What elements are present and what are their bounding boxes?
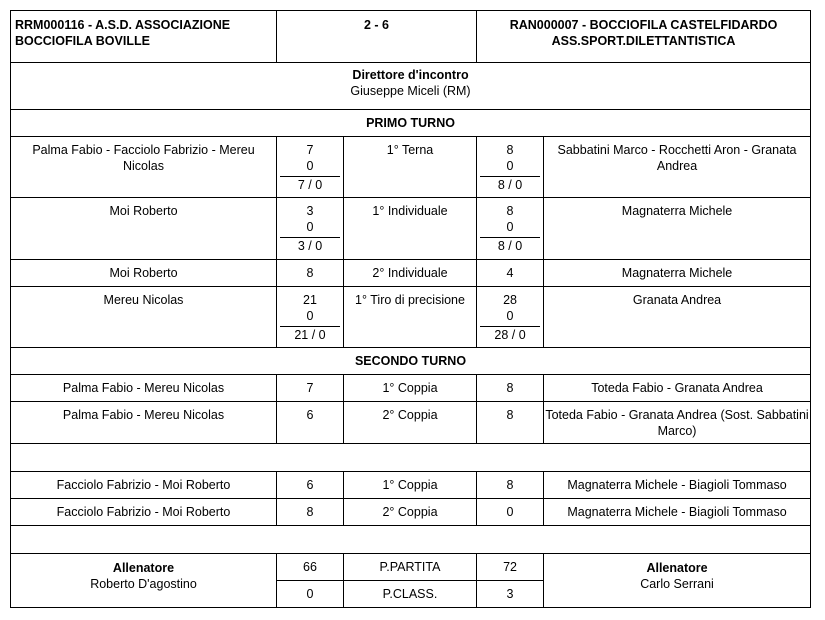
header-row [11, 11, 811, 63]
game-type: 2° Coppia [344, 499, 477, 526]
section-secondo-turno [11, 348, 811, 375]
home-players: Moi Roberto [11, 198, 277, 260]
game-type: 1° Coppia [344, 472, 477, 499]
home-score-total: 7 / 0 [297, 178, 323, 192]
home-score: 21 [303, 293, 317, 307]
game-type: 1° Terna [344, 137, 477, 198]
away-players: Granata Andrea [544, 287, 811, 348]
away-players: Toteda Fabio - Granata Andrea [544, 375, 811, 402]
home-coach-label: Allenatore [112, 561, 175, 575]
away-score: 4 [477, 260, 544, 287]
home-score-secondary: 0 [306, 159, 314, 173]
match-row [11, 499, 811, 526]
away-score: 0 [477, 499, 544, 526]
director-label: Direttore d'incontro [352, 68, 469, 82]
match-score: 2 - 6 [277, 11, 477, 63]
match-row [11, 402, 811, 444]
away-players: Magnaterra Michele - Biagioli Tommaso [544, 499, 811, 526]
section-title: PRIMO TURNO [11, 110, 811, 137]
game-type: 2° Individuale [344, 260, 477, 287]
match-row [11, 137, 811, 198]
away-players: Magnaterra Michele [544, 260, 811, 287]
home-score: 7 [277, 375, 344, 402]
home-players: Palma Fabio - Mereu Nicolas [11, 375, 277, 402]
director-row [11, 63, 811, 110]
away-score: 8 [477, 472, 544, 499]
home-score: 8 [277, 499, 344, 526]
blank-row [11, 444, 811, 472]
home-players: Mereu Nicolas [11, 287, 277, 348]
home-coach-cell [11, 554, 277, 608]
match-row [11, 287, 811, 348]
away-score-secondary: 0 [506, 309, 514, 323]
home-players: Palma Fabio - Facciolo Fabrizio - Mereu Nicolas [11, 137, 277, 198]
away-team-name: RAN000007 - BOCCIOFILA CASTELFIDARDO ASS.SPORT.DILETTANTISTICA [477, 11, 811, 63]
away-score-total: 8 / 0 [497, 239, 523, 253]
away-score-secondary: 0 [506, 159, 514, 173]
away-score: 8 [477, 375, 544, 402]
home-score-secondary: 0 [306, 220, 314, 234]
home-score: 6 [277, 402, 344, 444]
away-score: 8 [506, 143, 514, 157]
away-score: 8 [477, 402, 544, 444]
footer-row-partita [11, 554, 811, 581]
game-type: 2° Coppia [344, 402, 477, 444]
home-players: Facciolo Fabrizio - Moi Roberto [11, 499, 277, 526]
home-players: Moi Roberto [11, 260, 277, 287]
away-coach-label: Allenatore [646, 561, 708, 575]
section-primo-turno [11, 110, 811, 137]
away-partita-points: 72 [477, 554, 544, 581]
away-score-total: 8 / 0 [497, 178, 523, 192]
home-score: 6 [277, 472, 344, 499]
home-score: 3 [306, 204, 314, 218]
blank-row [11, 526, 811, 554]
match-row [11, 472, 811, 499]
away-coach-name: Carlo Serrani [640, 577, 714, 591]
away-players: Sabbatini Marco - Rocchetti Aron - Granata Andrea [544, 137, 811, 198]
director-name: Giuseppe Miceli (RM) [350, 84, 471, 98]
home-score: 7 [306, 143, 314, 157]
away-players: Magnaterra Michele - Biagioli Tommaso [544, 472, 811, 499]
home-score-total: 21 / 0 [294, 328, 326, 342]
away-score: 8 [506, 204, 514, 218]
home-partita-points: 66 [277, 554, 344, 581]
away-players: Magnaterra Michele [544, 198, 811, 260]
match-row [11, 198, 811, 260]
away-score-total: 28 / 0 [494, 328, 526, 342]
match-row [11, 260, 811, 287]
match-row [11, 375, 811, 402]
away-coach-cell [544, 554, 811, 608]
match-report-table [10, 10, 811, 608]
class-label: P.CLASS. [344, 581, 477, 608]
home-coach-name: Roberto D'agostino [90, 577, 197, 591]
game-type: 1° Individuale [344, 198, 477, 260]
partita-label: P.PARTITA [344, 554, 477, 581]
away-score-secondary: 0 [506, 220, 514, 234]
game-type: 1° Tiro di precisione [344, 287, 477, 348]
home-score-secondary: 0 [306, 309, 314, 323]
away-score: 28 [503, 293, 517, 307]
home-class-points: 0 [277, 581, 344, 608]
home-players: Facciolo Fabrizio - Moi Roberto [11, 472, 277, 499]
away-players: Toteda Fabio - Granata Andrea (Sost. Sabbatini Marco) [544, 402, 811, 444]
home-players: Palma Fabio - Mereu Nicolas [11, 402, 277, 444]
home-score-total: 3 / 0 [297, 239, 323, 253]
away-class-points: 3 [477, 581, 544, 608]
section-title: SECONDO TURNO [11, 348, 811, 375]
game-type: 1° Coppia [344, 375, 477, 402]
home-score: 8 [277, 260, 344, 287]
home-team-name: RRM000116 - A.S.D. ASSOCIAZIONE BOCCIOFILA BOVILLE [11, 11, 277, 63]
